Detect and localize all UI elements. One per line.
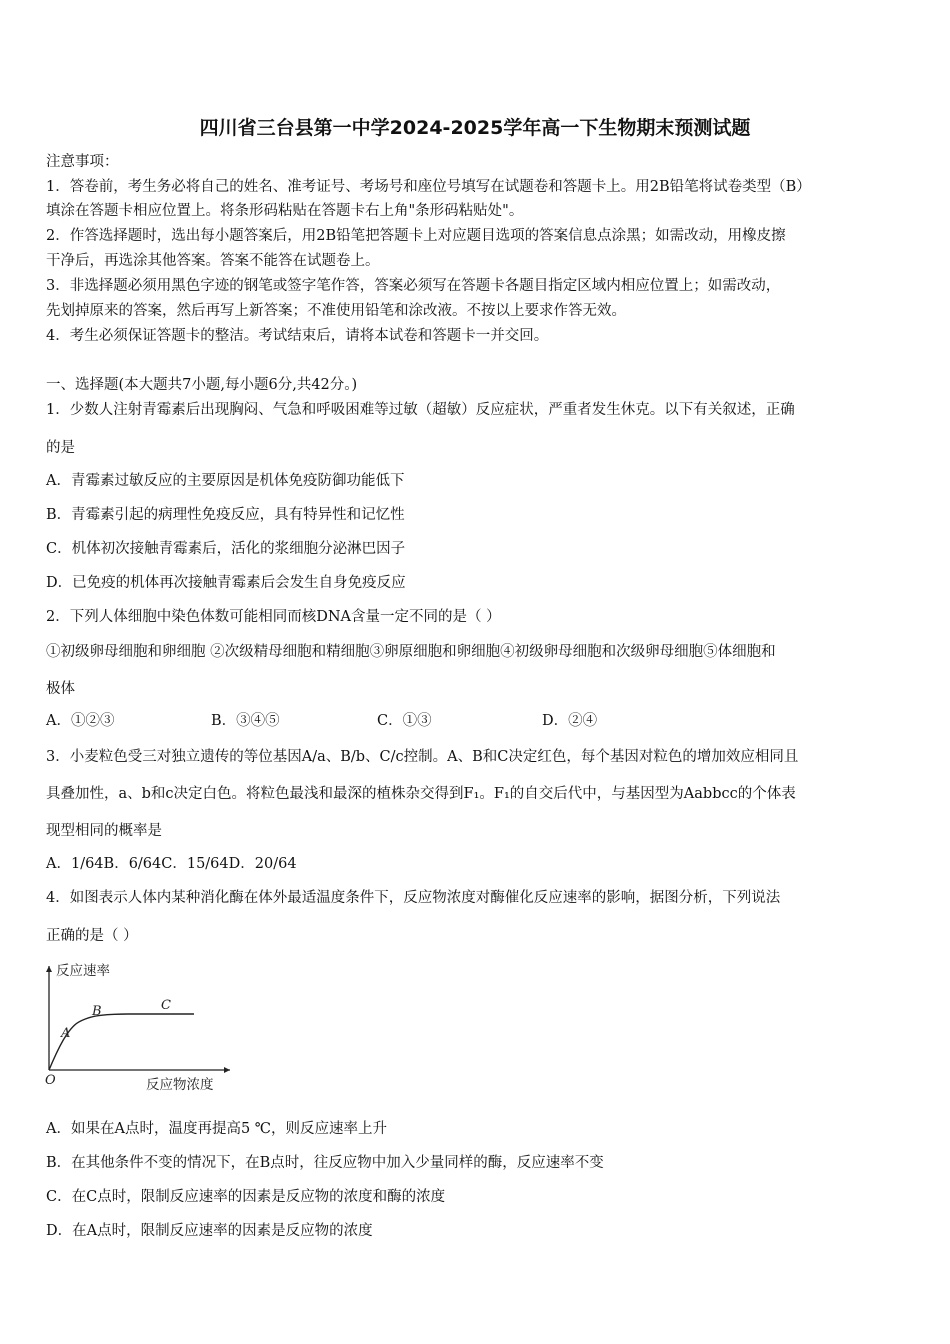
q2-items: 极体 — [46, 681, 75, 697]
q2-stem: 2．下列人体细胞中染色体数可能相同而核DNA含量一定不同的是（ ） — [46, 609, 501, 625]
q2-option-b: B．③④⑤ — [211, 713, 280, 729]
notice-heading: 注意事项： — [46, 154, 119, 170]
q1-option-a: A．青霉素过敏反应的主要原因是机体免疫防御功能低下 — [46, 473, 405, 489]
q3-options: A．1/64B．6/64C．15/64D．20/64 — [46, 856, 297, 872]
page-title: 四川省三台县第一中学2024-2025学年高一下生物期末预测试题 — [199, 117, 751, 139]
q4-option-c: C．在C点时，限制反应速率的因素是反应物的浓度和酶的浓度 — [46, 1189, 446, 1205]
notice-line: 1．答卷前，考生务必将自己的姓名、准考证号、考场号和座位号填写在试题卷和答题卡上。用2B铅笔将试卷类型（B） — [46, 179, 811, 195]
q2-option-d: D．②④ — [542, 713, 598, 729]
q4-stem: 正确的是（ ） — [46, 928, 138, 944]
origin-label: O — [45, 1073, 56, 1088]
q1-option-d: D．已免疫的机体再次接触青霉素后会发生自身免疫反应 — [46, 575, 406, 591]
point-label-c: C — [161, 998, 171, 1013]
q4-option-b: B．在其他条件不变的情况下，在B点时，往反应物中加入少量同样的酶，反应速率不变 — [46, 1155, 604, 1171]
q4-option-a: A．如果在A点时，温度再提高5 ℃，则反应速率上升 — [46, 1121, 387, 1137]
section-heading: 一、选择题(本大题共7小题,每小题6分,共42分。) — [46, 377, 358, 393]
x-axis-label: 反应物浓度 — [146, 1077, 214, 1093]
chart-axes — [46, 966, 230, 1073]
y-axis-label: 反应速率 — [56, 963, 110, 979]
q2-option-c: C．①③ — [377, 713, 432, 729]
q3-stem: 现型相同的概率是 — [46, 823, 162, 839]
notice-line: 先划掉原来的答案，然后再写上新答案；不准使用铅笔和涂改液。不按以上要求作答无效。 — [46, 303, 626, 319]
q1-option-c: C．机体初次接触青霉素后，活化的浆细胞分泌淋巴因子 — [46, 541, 406, 557]
point-label-a: A — [61, 1026, 71, 1041]
q1-stem: 的是 — [46, 440, 75, 456]
q2-option-a: A．①②③ — [46, 713, 115, 729]
rate-curve — [49, 1014, 194, 1070]
q4-stem: 4．如图表示人体内某种消化酶在体外最适温度条件下，反应物浓度对酶催化反应速率的影响，据图分析，下列说法 — [46, 890, 781, 906]
q3-stem: 3．小麦粒色受三对独立遗传的等位基因A/a、B/b、C/c控制。A、B和C决定红色，每个基因对粒色的增加效应相同且 — [46, 749, 799, 765]
x-axis-arrow — [224, 1067, 230, 1073]
notice-line: 4．考生必须保证答题卡的整洁。考试结束后，请将本试卷和答题卡一并交回。 — [46, 328, 549, 344]
q1-option-b: B．青霉素引起的病理性免疫反应，具有特异性和记忆性 — [46, 507, 405, 523]
rate-chart — [40, 958, 240, 1096]
q1-stem: 1．少数人注射青霉素后出现胸闷、气急和呼吸困难等过敏（超敏）反应症状，严重者发生休克。以下有关叙述，正确 — [46, 402, 795, 418]
q2-items: ①初级卵母细胞和卵细胞 ②次级精母细胞和精细胞③卵原细胞和卵细胞④初级卵母细胞和次级卵母细胞⑤体细胞和 — [46, 644, 776, 660]
notice-line: 填涂在答题卡相应位置上。将条形码粘贴在答题卡右上角"条形码粘贴处"。 — [46, 203, 524, 219]
notice-line: 3．非选择题必须用黑色字迹的钢笔或签字笔作答，答案必须写在答题卡各题目指定区域内相应位置上；如需改动， — [46, 278, 781, 294]
notice-line: 2．作答选择题时，选出每小题答案后，用2B铅笔把答题卡上对应题目选项的答案信息点涂黑；如需改动，用橡皮擦 — [46, 228, 786, 244]
notice-line: 干净后，再选涂其他答案。答案不能答在试题卷上。 — [46, 253, 380, 269]
q3-stem: 具叠加性，a、b和c决定白色。将粒色最浅和最深的植株杂交得到F₁。F₁的自交后代中，与基因型为Aabbcc的个体表 — [46, 786, 796, 802]
point-label-b: B — [92, 1004, 102, 1019]
y-axis-arrow — [46, 966, 52, 972]
q4-option-d: D．在A点时，限制反应速率的因素是反应物的浓度 — [46, 1223, 373, 1239]
